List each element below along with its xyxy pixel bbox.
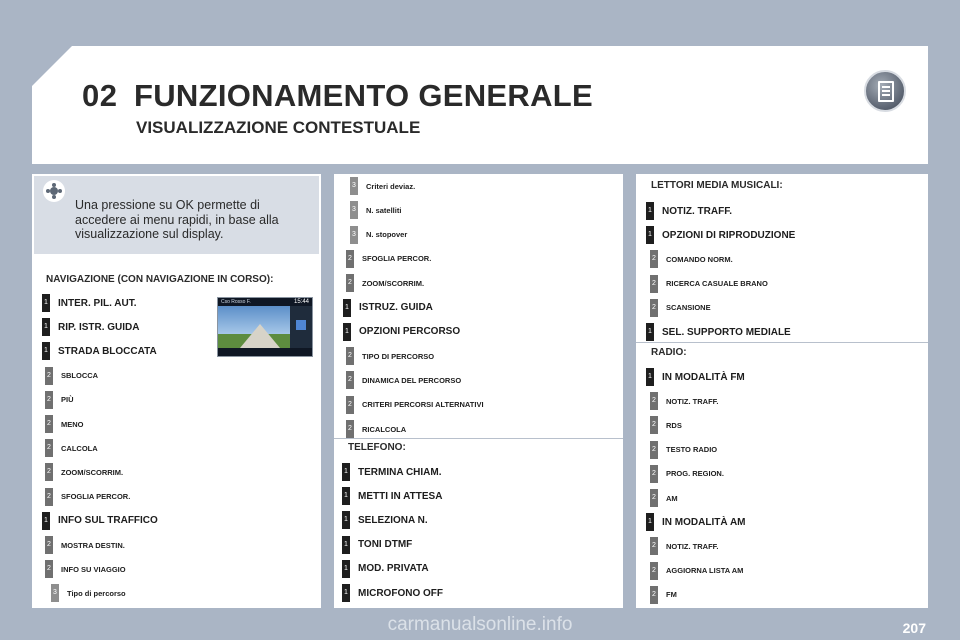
screenshot-street-label: Cso Rosso F. — [221, 299, 251, 305]
sun-icon — [43, 180, 65, 202]
menu-level-marker: 1 — [646, 368, 654, 386]
menu-item — [646, 513, 746, 531]
menu-item-label: RICERCA CASUALE BRANO — [666, 279, 768, 289]
menu-item — [45, 415, 84, 433]
chapter-number: 02 — [82, 78, 118, 113]
menu-level-marker: 3 — [350, 177, 358, 195]
menu-item-label: SFOGLIA PERCOR. — [362, 254, 432, 264]
menu-item-label: PROG. REGION. — [666, 469, 724, 479]
menu-item — [350, 177, 415, 195]
menu-item — [650, 441, 717, 459]
menu-level-marker: 1 — [342, 511, 350, 529]
menu-item-label: CALCOLA — [61, 443, 98, 453]
menu-level-marker: 2 — [650, 562, 658, 580]
menu-item-label: NOTIZ. TRAFF. — [662, 205, 732, 217]
menu-item — [342, 487, 442, 505]
divider — [636, 342, 928, 343]
menu-item — [346, 420, 406, 438]
menu-level-marker: 2 — [45, 439, 53, 457]
menu-level-marker: 2 — [650, 537, 658, 555]
menu-item-label: SEL. SUPPORTO MEDIALE — [662, 326, 791, 338]
menu-item-label: RDS — [666, 420, 682, 430]
menu-item-label: INFO SUL TRAFFICO — [58, 515, 158, 527]
menu-item — [45, 536, 125, 554]
menu-item — [45, 391, 74, 409]
menu-item-label: RICALCOLA — [362, 424, 407, 434]
menu-level-marker: 1 — [646, 226, 654, 244]
menu-item-label: NOTIZ. TRAFF. — [666, 541, 719, 551]
menu-item — [646, 323, 791, 341]
menu-item-label: INTER. PIL. AUT. — [58, 297, 137, 309]
menu-level-marker: 1 — [342, 487, 350, 505]
menu-item — [650, 250, 733, 268]
menu-item — [346, 274, 424, 292]
menu-item — [650, 489, 678, 507]
menu-level-marker: 3 — [350, 226, 358, 244]
menu-item — [42, 342, 157, 360]
menu-level-marker: 2 — [45, 391, 53, 409]
menu-item — [343, 299, 433, 317]
menu-item — [342, 560, 429, 578]
menu-level-marker: 1 — [342, 584, 350, 602]
menu-level-marker: 1 — [342, 463, 350, 481]
menu-item — [346, 396, 484, 414]
menu-item-label: MICROFONO OFF — [358, 587, 443, 599]
watermark: carmanualsonline.info — [387, 614, 573, 635]
menu-level-marker: 2 — [650, 392, 658, 410]
page-title: FUNZIONAMENTO GENERALE — [134, 78, 593, 113]
menu-item-label: SBLOCCA — [61, 371, 99, 381]
menu-item — [346, 250, 431, 268]
menu-item-label: N. stopover — [366, 230, 408, 240]
menu-level-marker: 1 — [646, 513, 654, 531]
divider — [334, 438, 623, 439]
menu-level-marker: 1 — [42, 342, 50, 360]
menu-item-label: CRITERI PERCORSI ALTERNATIVI — [362, 400, 484, 410]
menu-level-marker: 2 — [45, 560, 53, 578]
menu-item-label: COMANDO NORM. — [666, 254, 733, 264]
direction-arrow-icon — [296, 320, 306, 330]
menu-item — [42, 318, 140, 336]
menu-level-marker: 2 — [346, 371, 354, 389]
menu-level-marker: 1 — [646, 202, 654, 220]
menu-item — [650, 416, 682, 434]
menu-level-marker: 1 — [42, 318, 50, 336]
menu-item-label: MOD. PRIVATA — [358, 563, 429, 575]
menu-item-label: ZOOM/SCORRIM. — [61, 467, 124, 477]
menu-item-label: MOSTRA DESTIN. — [61, 540, 125, 550]
menu-item-label: NOTIZ. TRAFF. — [666, 396, 719, 406]
menu-item — [51, 584, 126, 602]
menu-level-marker: 3 — [51, 584, 59, 602]
menu-item — [650, 562, 743, 580]
menu-item — [650, 586, 677, 604]
info-note-text: Una pressione su OK permette di accedere ai menu rapidi, in base alla visualizzazione sul display. — [75, 198, 279, 241]
menu-item — [45, 439, 98, 457]
menu-level-marker: 1 — [646, 323, 654, 341]
menu-item — [45, 463, 123, 481]
menu-level-marker: 2 — [45, 536, 53, 554]
menu-item-label: MENO — [61, 419, 84, 429]
menu-item-label: AGGIORNA LISTA AM — [666, 566, 744, 576]
section-heading-media: LETTORI MEDIA MUSICALI: — [651, 180, 783, 191]
menu-level-marker: 2 — [346, 396, 354, 414]
menu-item-label: Criteri deviaz. — [366, 181, 416, 191]
screenshot-clock: 15:44 — [293, 299, 309, 305]
menu-level-marker: 1 — [342, 560, 350, 578]
menu-item-label: SCANSIONE — [666, 303, 711, 313]
menu-item — [346, 347, 434, 365]
menu-item-label: PIÙ — [61, 395, 74, 405]
menu-level-marker: 2 — [45, 367, 53, 385]
menu-level-marker: 1 — [343, 299, 351, 317]
menu-level-marker: 2 — [650, 489, 658, 507]
menu-item-label: OPZIONI PERCORSO — [359, 326, 461, 338]
menu-level-marker: 2 — [650, 586, 658, 604]
menu-item-label: IN MODALITÀ FM — [662, 371, 745, 383]
menu-level-marker: 2 — [346, 274, 354, 292]
section-heading-navigation: NAVIGAZIONE (CON NAVIGAZIONE IN CORSO): — [46, 274, 274, 285]
page-number: 207 — [902, 620, 926, 636]
menu-item — [45, 367, 98, 385]
menu-item — [350, 226, 407, 244]
menu-item — [45, 488, 130, 506]
menu-item-label: METTI IN ATTESA — [358, 490, 443, 502]
menu-item — [646, 202, 732, 220]
menu-item-label: STRADA BLOCCATA — [58, 345, 157, 357]
menu-item — [650, 275, 768, 293]
menu-item-label: SFOGLIA PERCOR. — [61, 492, 131, 502]
menu-item-label: Tipo di percorso — [67, 588, 126, 598]
menu-item — [342, 511, 428, 529]
menu-item — [342, 536, 412, 554]
menu-item — [342, 463, 442, 481]
menu-level-marker: 2 — [45, 463, 53, 481]
menu-item — [42, 294, 137, 312]
menu-item — [342, 584, 443, 602]
menu-level-marker: 1 — [42, 512, 50, 530]
menu-item-label: AM — [666, 493, 678, 503]
menu-level-marker: 2 — [650, 441, 658, 459]
menu-item-label: RIP. ISTR. GUIDA — [58, 321, 140, 333]
menu-item — [650, 299, 711, 317]
menu-item — [346, 371, 461, 389]
section-heading-radio: RADIO: — [651, 347, 687, 358]
menu-level-marker: 2 — [650, 416, 658, 434]
menu-level-marker: 2 — [650, 275, 658, 293]
menu-level-marker: 2 — [45, 488, 53, 506]
menu-level-marker: 1 — [42, 294, 50, 312]
menu-item-label: OPZIONI DI RIPRODUZIONE — [662, 229, 796, 241]
menu-level-marker: 2 — [346, 420, 354, 438]
menu-item — [650, 465, 724, 483]
menu-item — [646, 226, 795, 244]
menu-level-marker: 2 — [346, 250, 354, 268]
menu-item — [343, 323, 460, 341]
menu-item-label: TESTO RADIO — [666, 445, 718, 455]
menu-item-label: TIPO DI PERCORSO — [362, 351, 435, 361]
section-heading-phone: TELEFONO: — [348, 442, 406, 453]
menu-item — [646, 368, 745, 386]
menu-item-label: ZOOM/SCORRIM. — [362, 278, 425, 288]
navigation-screenshot — [217, 297, 313, 357]
document-icon — [864, 70, 906, 112]
menu-item-label: ISTRUZ. GUIDA — [359, 302, 433, 313]
menu-level-marker: 3 — [350, 201, 358, 219]
menu-level-marker: 2 — [45, 415, 53, 433]
menu-item-label: FM — [666, 590, 677, 600]
menu-item-label: TONI DTMF — [358, 539, 413, 551]
menu-level-marker: 1 — [342, 536, 350, 554]
menu-level-marker: 2 — [650, 299, 658, 317]
menu-item-label: N. satelliti — [366, 205, 402, 215]
menu-level-marker: 2 — [650, 465, 658, 483]
menu-item — [42, 512, 158, 530]
menu-item-label: SELEZIONA N. — [358, 514, 428, 526]
page-subtitle: VISUALIZZAZIONE CONTESTUALE — [136, 118, 421, 137]
menu-item-label: DINAMICA DEL PERCORSO — [362, 375, 462, 385]
menu-item-label: TERMINA CHIAM. — [358, 466, 442, 478]
menu-item-label: IN MODALITÀ AM — [662, 516, 746, 528]
menu-item — [350, 201, 401, 219]
menu-item-label: INFO SU VIAGGIO — [61, 564, 126, 574]
menu-item — [45, 560, 126, 578]
menu-item — [650, 392, 719, 410]
menu-level-marker: 2 — [346, 347, 354, 365]
menu-item — [650, 537, 719, 555]
menu-level-marker: 2 — [650, 250, 658, 268]
menu-level-marker: 1 — [343, 323, 351, 341]
